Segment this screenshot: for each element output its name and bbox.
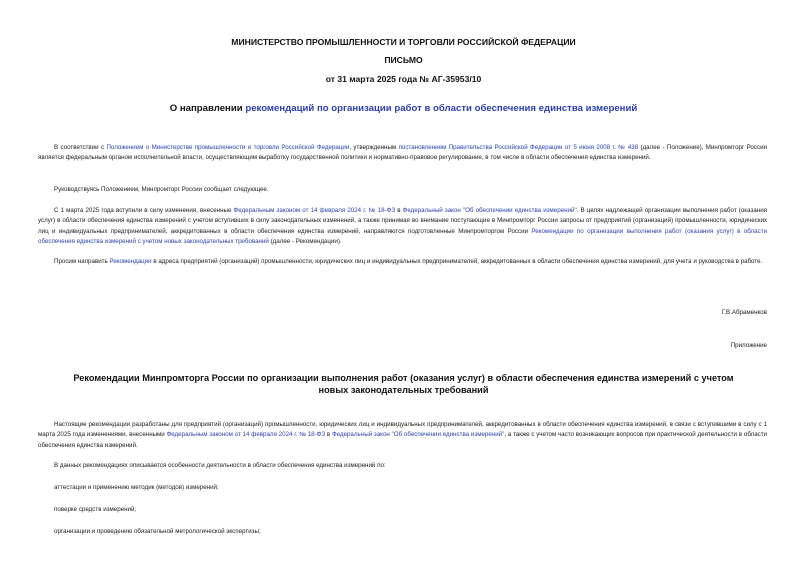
list-item: поверке средств измерений; — [54, 506, 137, 513]
ap1-text-2: в — [325, 431, 332, 439]
letter-paragraph-2: Руководствуясь Положением, Минпромторг России сообщает следующее. — [54, 186, 269, 193]
federal-law-18fz-link[interactable]: Федеральным законом от 14 февраля 2024 г. № 18-ФЗ — [233, 207, 396, 214]
p3-text-4: (далее - Рекомендации). — [268, 238, 342, 246]
ap1-text-1: Настоящие рекомендации разработаны для предприятий (организаций) промышленности, юридических лиц и индивидуальных предпринимателей, аккредитованных в области обеспечения единства измерений, в связи с вступившими в силу с 1 марта 2025 года изменениями, внесенными — [38, 421, 767, 439]
measurement-unity-law-link[interactable]: Федеральный закон "Об обеспечении единства измерений" — [402, 207, 577, 214]
subject-prefix: О направлении — [169, 103, 246, 114]
recommendations-short-link[interactable]: Рекомендации — [109, 258, 152, 265]
p4-text-2: в адреса предприятий (организаций) промышленности, юридических лиц и индивидуальных предпринимателей, аккредитованных в области обеспечения единства измерений, для учета и руководства в работе. — [151, 258, 763, 265]
ap1-text-3: , а также с учетом часто возникающих вопросов при практической деятельности в области обеспечения единства измерений. — [38, 431, 768, 449]
letter-paragraph-1 — [38, 143, 767, 164]
subject-link[interactable]: рекомендаций по организации работ в области обеспечения единства измерений — [245, 103, 638, 114]
p1-text-3: (далее - Положение), Минпромторг России является федеральным органом исполнительной власти, осуществляющим выработку государственной политики и нормативно-правовое регулирование, в том числе в области обеспечения единства измерений. — [38, 144, 767, 162]
p4-text-1: Просим направить — [54, 258, 110, 265]
appendix-federal-law-link[interactable]: Федеральным законом от 14 февраля 2024 г. № 18-ФЗ — [166, 431, 326, 439]
appendix-measurement-law-link[interactable]: Федеральный закон "Об обеспечении единства измерений" — [332, 431, 505, 439]
list-item: организации и проведению обязательной метрологической экспертизы; — [54, 528, 261, 535]
attachment-label: Приложение — [730, 342, 767, 349]
signature: Г.В.Абраменков — [721, 309, 767, 316]
ministry-heading: МИНИСТЕРСТВО ПРОМЫШЛЕННОСТИ И ТОРГОВЛИ РОССИЙСКОЙ ФЕДЕРАЦИИ — [231, 37, 576, 47]
regulation-link[interactable]: Положением о Министерстве промышленности и торговли Российской Федерации — [106, 144, 350, 151]
p1-text-1: В соответствии с — [54, 144, 107, 151]
p3-text-2: в — [395, 207, 403, 214]
doc-type-heading: ПИСЬМО — [384, 55, 423, 65]
appendix-paragraph-2: В данных рекомендациях описывается особенности деятельности в области обеспечения единства измерений по: — [54, 462, 386, 469]
letter-paragraph-3 — [38, 206, 767, 248]
letter-paragraph-4 — [38, 257, 767, 267]
recommendations-link[interactable]: Рекомендации по организации выполнения работ (оказания услуг) в области обеспечения единства измерений с учетом новых законодательных требований — [38, 227, 767, 246]
letter-subject — [0, 103, 807, 115]
list-item: аттестации и применению методик (методов) измерений; — [54, 484, 219, 491]
doc-date-number: от 31 марта 2025 года № АГ-35953/10 — [325, 74, 482, 84]
appendix-paragraph-1 — [38, 420, 767, 451]
p1-text-2: , утвержденным — [349, 144, 399, 151]
p3-text-3: . В целях надлежащей организации выполнения работ (оказания услуг) в области обеспечения единства измерений с учетом вступивших в силу законодательных изменений, а также принимая во внимание поступающие в Минпромторг России запросы от предприятий (организаций) промышленности, юридических лиц и индивидуальных предпринимателей, аккредитованных в области обеспечения единства измерений, направляются подготовленные Минпромторгом России — [38, 207, 768, 235]
appendix-title: Рекомендации Минпромторга России по организации выполнения работ (оказания услуг) в области обеспечения единства измерений с учетом новых законодательных требований — [73, 373, 734, 396]
government-decree-link[interactable]: постановлением Правительства Российской Федерации от 5 июня 2008 г. № 438 — [398, 144, 639, 151]
p3-text-1: С 1 марта 2025 года вступили в силу изменения, внесенные — [54, 207, 234, 214]
